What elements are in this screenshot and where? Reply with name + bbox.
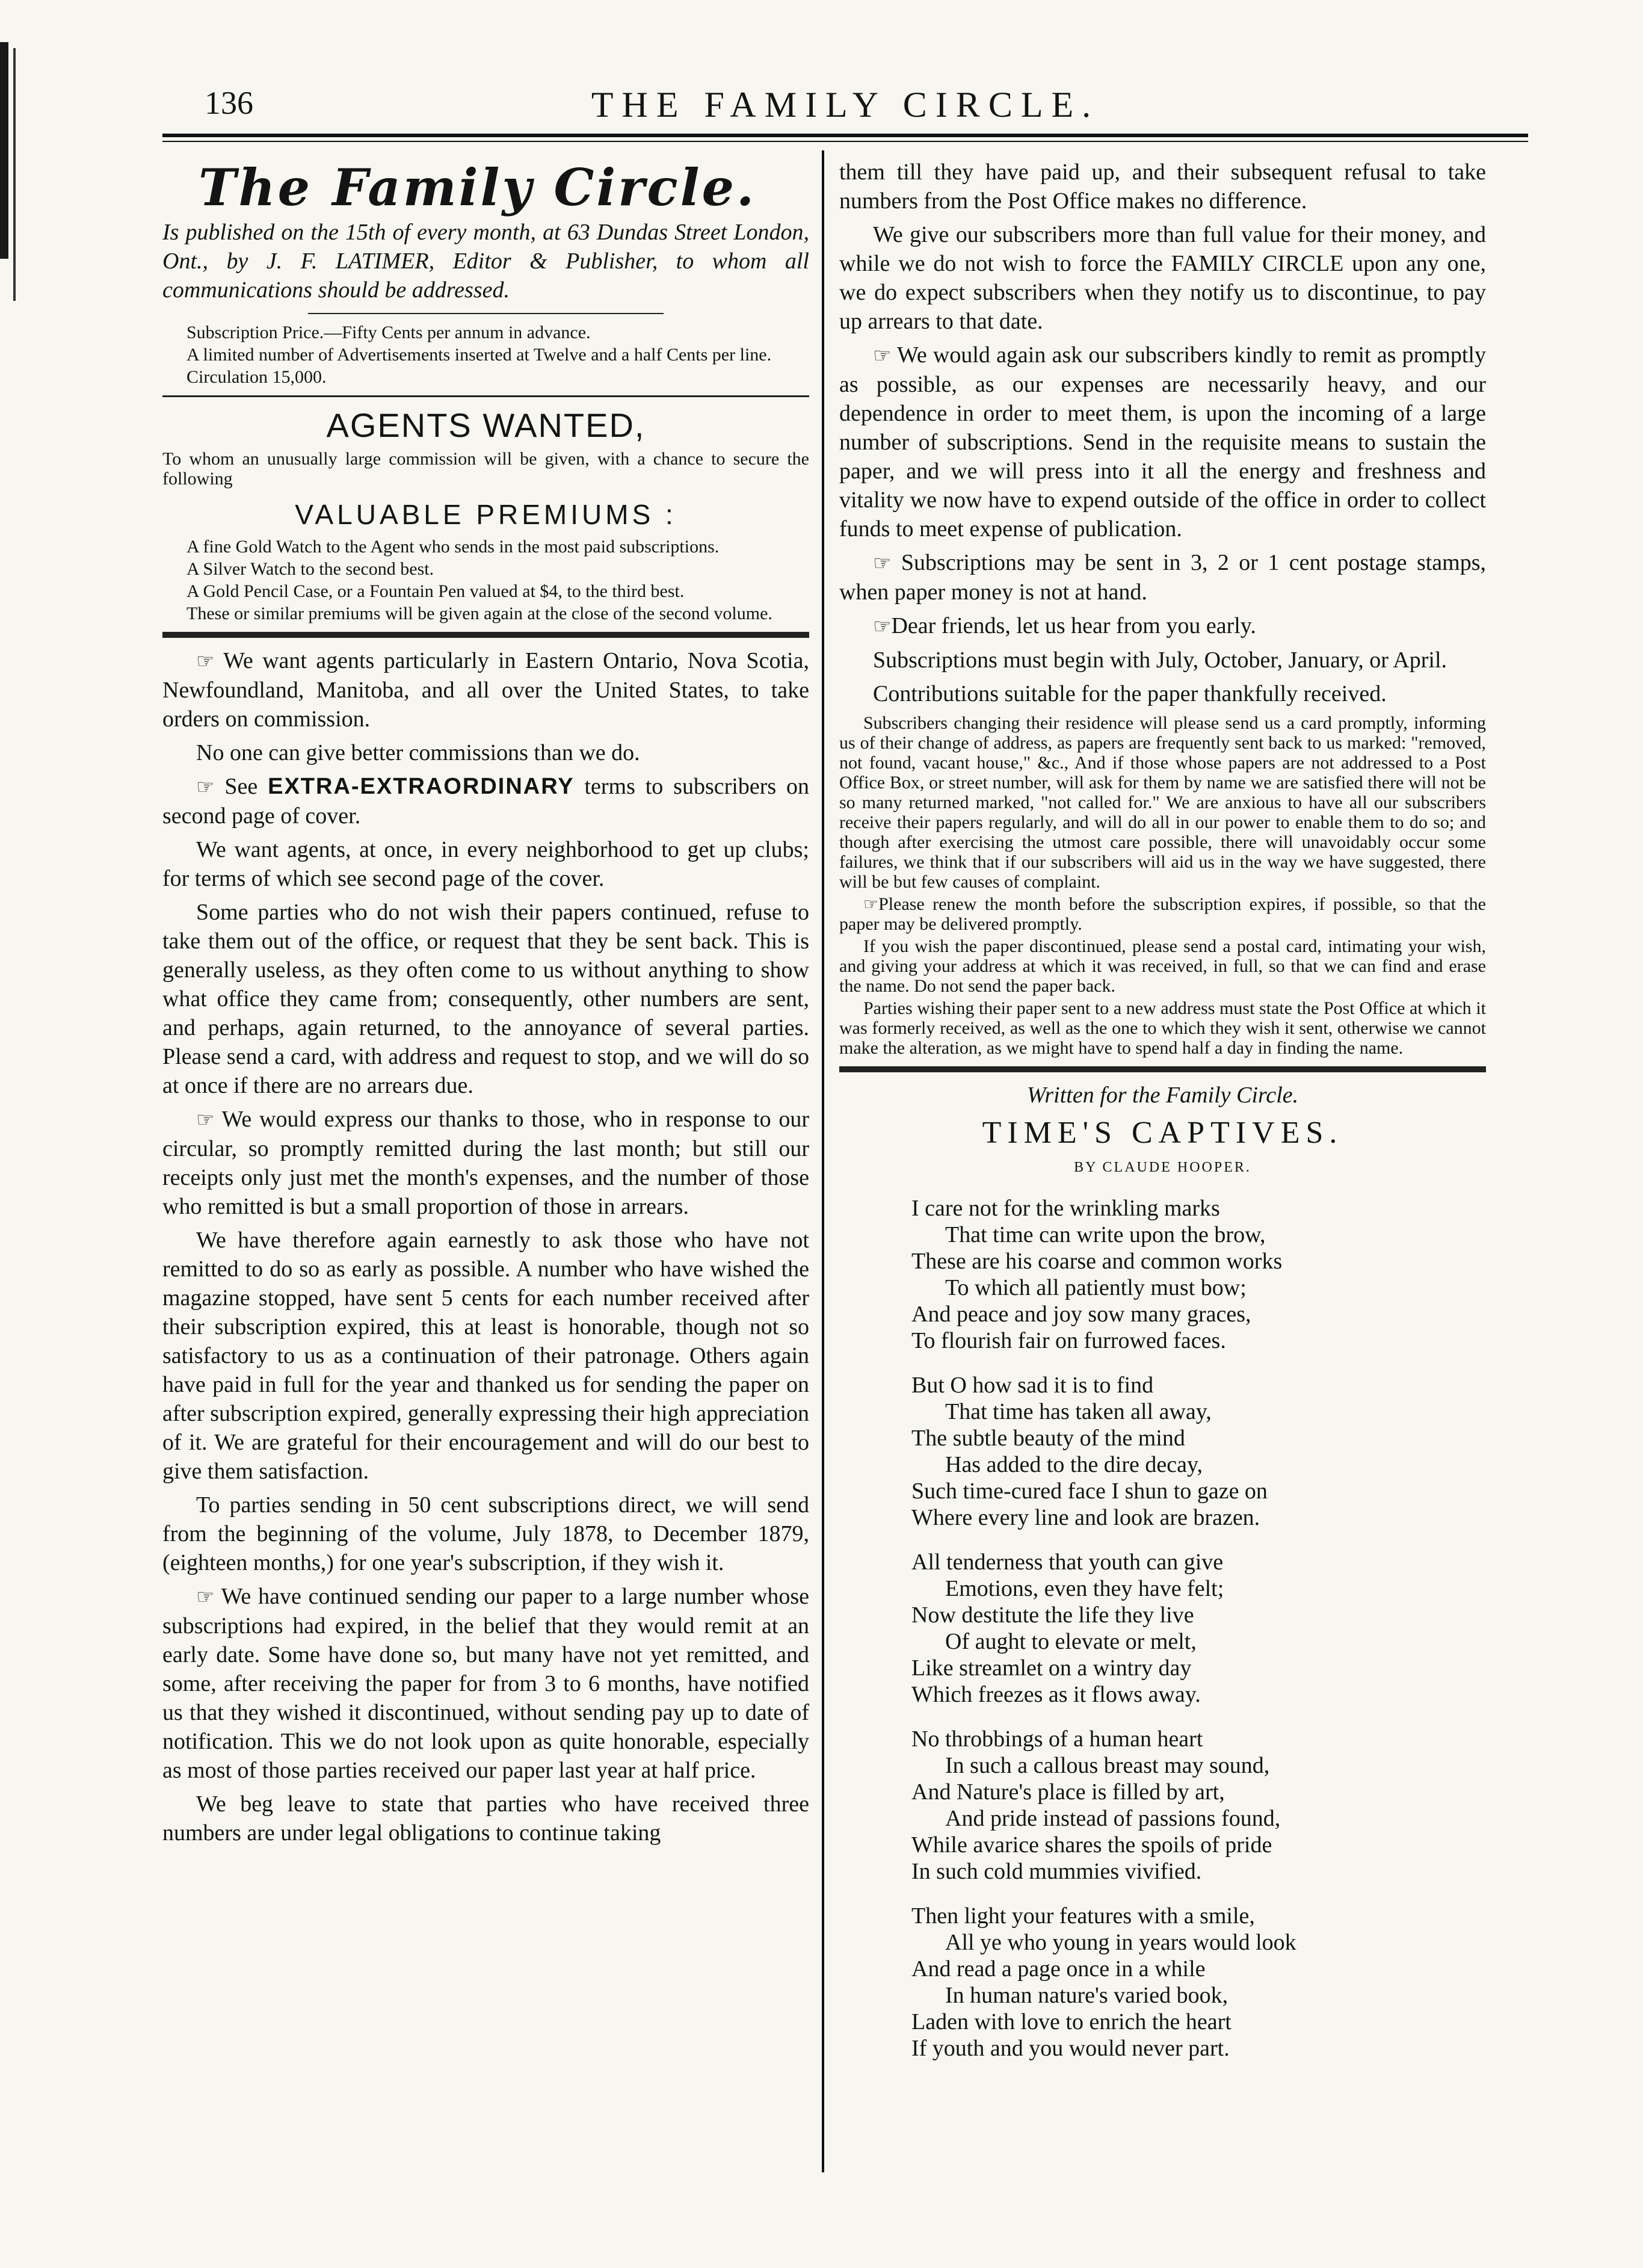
divider: [162, 632, 809, 638]
poem-line: To which all patiently must bow;: [945, 1275, 1247, 1300]
poem-line: These are his coarse and common works: [911, 1249, 1283, 1274]
scan-edge-mark: [0, 42, 8, 259]
poem-line: The subtle beauty of the mind: [911, 1426, 1185, 1451]
pointing-hand-icon: ☞: [863, 894, 879, 914]
poem-line: No throbbings of a human heart: [911, 1726, 1203, 1752]
notice-paragraph: No one can give better commissions than we do.: [196, 740, 640, 765]
notice-paragraph: Some parties who do not wish their papers continued, refuse to take them out of the office, or request that they be sent back. This is generally useless, as they often come to us without anything to show what office they came from; consequently, other numbers are sent, and perhaps, again returned, to the annoyance of several parties. Please send a card, with address and request to stop, and we will do so at once if there are no arrears due.: [162, 900, 809, 1098]
small-notice: Subscribers changing their residence will please send us a card promptly, informing us of their change of address, as papers are frequently sent back to us marked: "removed, not found, vacant house," &c., And if those whose papers are not addressed to a Post Office Box, or street number, will ask for them by name we are satisfied there will not be so many returned marked, "not called for." We are anxious to have all our subscribers receive their papers regularly, and will do all in our power to enable them to do so; and though after exercising the utmost care possible, there will unavoidably occur some failures, we think that if our subscribers will aid us in the way we have suggested, there will be but few causes of complaint.: [839, 713, 1486, 892]
poem-line: Of aught to elevate or melt,: [945, 1629, 1197, 1654]
pointing-hand-icon: ☞: [196, 775, 215, 799]
poem-line: And peace and joy sow many graces,: [911, 1302, 1251, 1327]
pointing-hand-icon: ☞: [873, 344, 892, 368]
agents-block: [162, 449, 809, 489]
notice-paragraph: ☞ See EXTRA-EXTRAORDINARY terms to subscribers on second page of cover.: [162, 774, 809, 829]
head-rule: [162, 134, 1528, 137]
scan-edge-mark: [13, 48, 16, 301]
advertising-rate: A limited number of Advertisements inserted at Twelve and a half Cents per line.: [186, 345, 772, 365]
premiums-list: [162, 537, 809, 623]
notice-paragraph: ☞ We want agents particularly in Eastern Ontario, Nova Scotia, Newfoundland, Manitoba, and all over the United States, to take orders on commission.: [162, 648, 809, 732]
poem-line: All tenderness that youth can give: [911, 1550, 1224, 1575]
poem-line: In such cold mummies vivified.: [911, 1859, 1202, 1884]
notice-paragraph: We give our subscribers more than full value for their money, and while we do not wish to force the FAMILY CIRCLE upon any one, we do expect subscribers when they notify us to discontinue, to pay up arrears to that date.: [839, 222, 1486, 334]
notice-paragraph: them till they have paid up, and their subsequent refusal to take numbers from the Post Office makes no difference.: [839, 159, 1486, 214]
head-rule: [162, 141, 1528, 142]
divider: [839, 1066, 1486, 1072]
premium-item: A fine Gold Watch to the Agent who sends in the most paid subscriptions.: [186, 537, 720, 557]
premiums-heading: VALUABLE PREMIUMS :: [295, 499, 677, 530]
small-notice: Parties wishing their paper sent to a new address must state the Post Office at which it was formerly received, as well as the one to which they wish it sent, otherwise we cannot make the alteration, as we might have to spend half a day in finding the name.: [839, 998, 1486, 1058]
premium-item: A Silver Watch to the second best.: [186, 559, 434, 579]
poem-line: To flourish fair on furrowed faces.: [911, 1328, 1226, 1353]
poem-line: Now destitute the life they live: [911, 1602, 1194, 1628]
poem-stanza: [911, 1903, 1486, 2062]
pointing-hand-icon: ☞: [196, 1108, 215, 1132]
notice-paragraph: ☞ Subscriptions may be sent in 3, 2 or 1 cent postage stamps, when paper money is not at hand.: [839, 550, 1487, 605]
masthead-info: Is published on the 15th of every month, at 63 Dundas Street London, Ont., by J. F. LATIMER, Editor & Publisher, to whom all communications should be addressed.: [162, 220, 809, 303]
poem-line: That time can write upon the brow,: [945, 1222, 1266, 1247]
poem-line: And Nature's place is filled by art,: [911, 1779, 1225, 1805]
notice-paragraph: We beg leave to state that parties who have received three numbers are under legal obligations to continue taking: [162, 1791, 809, 1846]
notice-paragraph: ☞ We have continued sending our paper to a large number whose subscriptions had expired, in the belief that they would remit at an early date. Some have done so, but many have not yet remitted, and some, after receiving the paper for from 3 to 6 months, have notified us that they wished it discontinued, without sending pay up to date of notification. This we do not look upon as quite honorable, especially as most of those parties received our paper last year at half price.: [162, 1584, 809, 1783]
poem-line: While avarice shares the spoils of pride: [911, 1832, 1272, 1858]
poem-line: Which freezes as it flows away.: [911, 1682, 1201, 1707]
notice-paragraph: ☞ We would express our thanks to those, who in response to our circular, so promptly remitted during the last month; but still our receipts only just met the month's expenses, and the number of those who remitted is but a small proportion of those in arrears.: [162, 1107, 809, 1219]
premium-item: A Gold Pencil Case, or a Fountain Pen valued at $4, to the third best.: [186, 581, 685, 601]
notice-paragraph: Contributions suitable for the paper thankfully received.: [873, 681, 1387, 706]
poem-line: Has added to the dire decay,: [945, 1452, 1203, 1477]
poem-line: I care not for the wrinkling marks: [911, 1196, 1220, 1221]
notice-paragraph: Subscriptions must begin with July, October, January, or April.: [873, 647, 1447, 673]
notice-paragraph: We want agents, at once, in every neighborhood to get up clubs; for terms of which see second page of the cover.: [162, 837, 809, 891]
agents-intro: To whom an unusually large commission will be given, with a chance to secure the following: [162, 449, 809, 489]
poem-stanza: [911, 1195, 1486, 1354]
pointing-hand-icon: ☞: [873, 614, 892, 638]
notice-paragraph: To parties sending in 50 cent subscriptions direct, we will send from the beginning of the volume, July 1878, to December 1879, (eighteen months,) for one year's subscription, if they wish it.: [162, 1492, 809, 1575]
poem-line: And pride instead of passions found,: [945, 1806, 1281, 1831]
poem-line: Emotions, even they have felt;: [945, 1576, 1224, 1601]
poem-stanza: [911, 1549, 1486, 1708]
small-notice: ☞Please renew the month before the subscription expires, if possible, so that the paper may be delivered promptly.: [839, 894, 1486, 934]
poem-source-note: Written for the Family Circle.: [1026, 1083, 1299, 1108]
subscription-info: [162, 323, 809, 387]
circulation: Circulation 15,000.: [186, 367, 327, 387]
poem-line: All ye who young in years would look: [945, 1930, 1296, 1955]
premium-item: These or similar premiums will be given again at the close of the second volume.: [186, 604, 772, 623]
agents-heading: AGENTS WANTED,: [326, 406, 646, 444]
right-column: [839, 158, 1486, 2080]
poem-line: If youth and you would never part.: [911, 2036, 1230, 2061]
poem-line: But O how sad it is to find: [911, 1373, 1154, 1398]
notice-paragraph: ☞Dear friends, let us hear from you early.: [873, 613, 1256, 638]
divider: [162, 395, 809, 397]
poem-line: That time has taken all away,: [945, 1399, 1212, 1424]
poem-byline: BY CLAUDE HOOPER.: [1074, 1160, 1251, 1175]
pointing-hand-icon: ☞: [873, 551, 892, 575]
notice-paragraph: ☞ We would again ask our subscribers kindly to remit as promptly as possible, as our expenses are necessarily heavy, and our dependence in order to meet them, is upon the incoming of a large number of subscriptions. Send in the requisite means to sustain the paper, and we will press into it all the energy and freshness and vitality we now have to expend outside of the office in order to collect funds to meet expense of publication.: [839, 342, 1486, 542]
poem-line: Such time-cured face I shun to gaze on: [911, 1479, 1268, 1504]
column-divider: [822, 150, 824, 2172]
subscriber-notices: [839, 713, 1486, 1058]
poem-line: Laden with love to enrich the heart: [911, 2009, 1231, 2035]
notice-paragraph: We have therefore again earnestly to ask those who have not remitted to do so as early as possible. A number who have wished the magazine stopped, have sent 5 cents for each number received after their subscription expired, this at least is honorable, though not so satisfactory to us as a continuation of their patronage. Others again have paid in full for the year and thanked us for sending the paper on after subscription expired, generally expressing their high appreciation of it. We are grateful for their encouragement and will do our best to give them satisfaction.: [162, 1228, 809, 1484]
poem-stanza: [911, 1372, 1486, 1531]
running-title: THE FAMILY CIRCLE.: [591, 85, 1100, 125]
pointing-hand-icon: ☞: [196, 649, 215, 673]
poem-line: In such a callous breast may sound,: [945, 1753, 1270, 1778]
poem-line: Like streamlet on a wintry day: [911, 1655, 1192, 1681]
poem-line: In human nature's varied book,: [945, 1983, 1228, 2008]
small-notice: If you wish the paper discontinued, please send a postal card, intimating your wish, and giving your address at which it was received, in full, so that we can find and erase the name. Do not send the paper back.: [839, 936, 1486, 996]
masthead-title: The Family Circle.: [199, 158, 757, 217]
left-column: [162, 158, 809, 1852]
poem-line: Then light your features with a smile,: [911, 1903, 1255, 1929]
divider: [308, 313, 664, 314]
pointing-hand-icon: ☞: [196, 1585, 215, 1609]
page-number: 136: [205, 85, 253, 121]
subscription-price: Subscription Price.—Fifty Cents per annum in advance.: [186, 323, 591, 342]
poem-line: Where every line and look are brazen.: [911, 1505, 1260, 1530]
poem-stanza: [911, 1726, 1486, 1885]
poem-title: TIME'S CAPTIVES.: [982, 1116, 1343, 1150]
poem-line: And read a page once in a while: [911, 1956, 1206, 1982]
running-head: [162, 84, 1528, 132]
poem-body: [911, 1195, 1486, 2062]
